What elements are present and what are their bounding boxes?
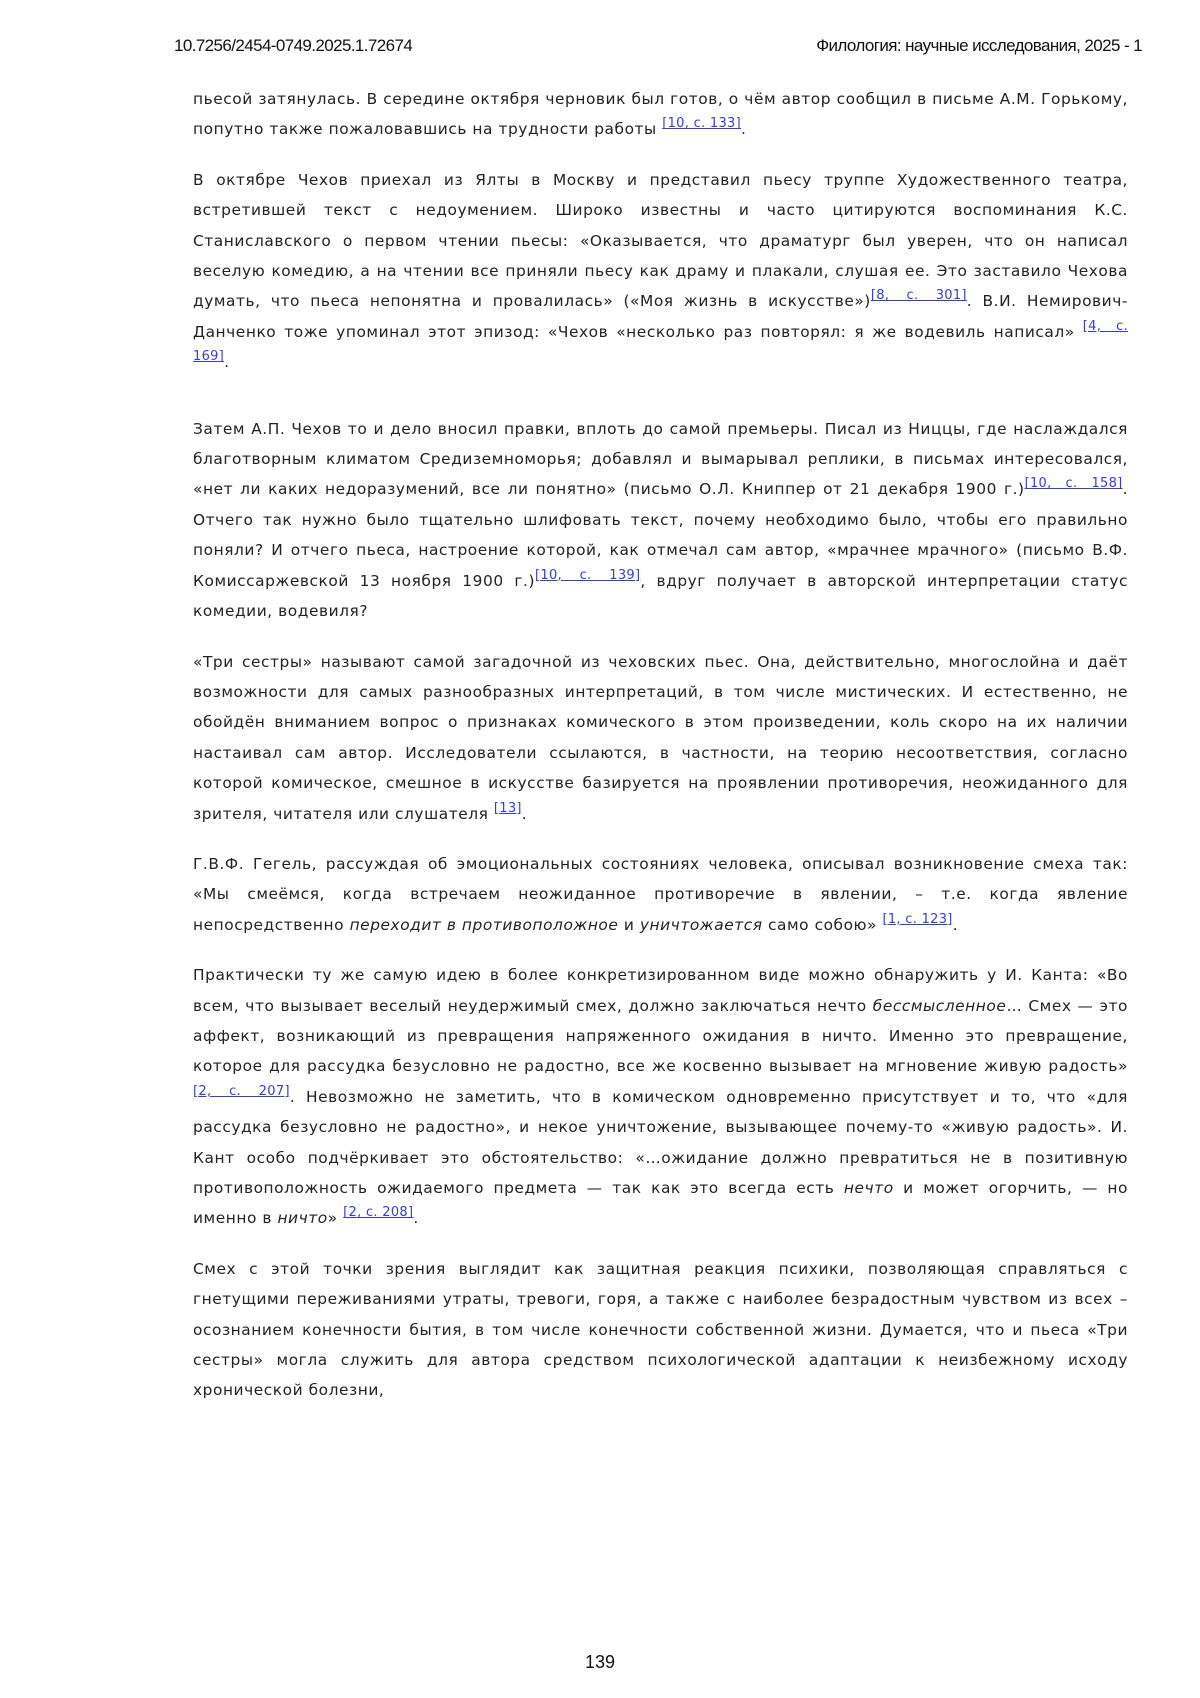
paragraph-text: . bbox=[521, 804, 528, 823]
page-number: 139 bbox=[584, 1652, 616, 1672]
doi-label: 10.7256/2454-0749.2025.1.72674 bbox=[174, 36, 413, 55]
paragraph-text: » bbox=[327, 1209, 344, 1228]
italic-phrase: бессмысленное bbox=[872, 996, 1007, 1015]
article-body bbox=[193, 84, 1128, 1426]
citation-link[interactable]: [2, с. 208] bbox=[343, 1205, 414, 1221]
paragraph-4 bbox=[193, 647, 1128, 829]
paragraph-text: В октябре Чехов приехал из Ялты в Москву и представил пьесу труппе Художественного театра, встретившей текст с недоумением. Широко известны и часто цитируются воспоминания К.С. Станиславского о первом чтении пьесы: «Оказывается, что драматург был уверен, что он написал веселую комедию, а на чтении все приняли пьесу как драму и плакали, слушая ее. Это заставило Чехова думать, что пьеса непонятна и провалилась» («Моя жизнь в искусстве») bbox=[193, 170, 1128, 311]
paragraph-text: пьесой затянулась. В середине октября черновик был готов, о чём автор сообщил в письме А.М. Горькому, попутно также пожаловавшись на трудности работы bbox=[193, 90, 1128, 139]
citation-link[interactable]: [4, с. 169] bbox=[193, 318, 1128, 365]
paragraph-text: и bbox=[618, 915, 640, 934]
citation-link[interactable]: [10, с. 139] bbox=[535, 567, 641, 583]
paragraph-text: . Отчего так нужно было тщательно шлифовать текст, почему необходимо было, чтобы его правильно поняли? И отчего пьеса, настроение которой, как отмечал сам автор, «мрачнее мрачного» (письмо В.Ф. Комиссаржевской 13 ноября 1900 г.) bbox=[193, 480, 1129, 590]
journal-title: Филология: научные исследования, 2025 - 1 bbox=[816, 36, 1142, 55]
citation-link[interactable]: [8, с. 301] bbox=[870, 288, 967, 304]
paragraph-text: . bbox=[952, 915, 959, 934]
paragraph-text: Г.В.Ф. Гегель, рассуждая об эмоциональных состояниях человека, описывал возникновение смеха так: «Мы смеёмся, когда встречаем неожиданное противоречие в явлении, – т.е. когда явление непосредственно bbox=[193, 854, 1128, 934]
page-header bbox=[174, 36, 1142, 60]
paragraph-3 bbox=[193, 414, 1128, 627]
paragraph-text: Смех с этой точки зрения выглядит как защитная реакция психики, позволяющая справляться с гнетущими переживаниями утраты, тревоги, горя, а также с наиболее безрадостным чувством из всех – осознанием конечности бытия, в том числе конечности собственной жизни. Думается, что и пьеса «Три сестры» могла служить для автора средством психологической адаптации к неизбежному исходу хронической болезни, bbox=[193, 1259, 1128, 1400]
paragraph-text: Затем А.П. Чехов то и дело вносил правки, вплоть до самой премьеры. Писал из Ниццы, где наслаждался благотворным климатом Средиземноморья; добавлял и вымарывал реплики, в письмах интересовался, «нет ли каких недоразумений, все ли понятно» (письмо О.Л. Книппер от 21 декабря 1900 г.) bbox=[193, 419, 1128, 499]
paragraph-text: само собою» bbox=[762, 915, 883, 934]
paragraph-text: . Невозможно не заметить, что в комическом одновременно присутствует и то, что «для рассудка безусловно не радостно», и некое уничтожение, вызывающее почему-то «живую радость». И. Кант особо подчёркивает это обстоятельство: «…ожидание должно превратиться не в позитивную противоположность ожидаемого предмета — так как это всегда есть bbox=[193, 1087, 1128, 1197]
paragraph-text: , вдруг получает в авторской интерпретации статус комедии, водевиля? bbox=[193, 571, 1129, 621]
paragraph-text: … Смех — это аффект, возникающий из превращения напряженного ожидания в ничто. Именно это превращение, которое для рассудка безусловно не радостно, все же косвенно вызывает на мгновение живую радость» bbox=[193, 996, 1128, 1076]
citation-link[interactable]: [13] bbox=[493, 800, 522, 816]
paragraph-text: Практически ту же самую идею в более конкретизированном виде можно обнаружить у И. Канта: «Во всем, что вызывает веселый неудержимый смех, должно заключаться нечто bbox=[193, 966, 1128, 1015]
paragraph-7 bbox=[193, 1254, 1128, 1406]
italic-phrase: ничто bbox=[277, 1209, 328, 1228]
paragraph-5 bbox=[193, 849, 1128, 940]
paragraph-2 bbox=[193, 165, 1128, 378]
citation-link[interactable]: [10, с. 158] bbox=[1024, 476, 1123, 492]
italic-phrase: переходит в противоположное bbox=[349, 915, 619, 934]
paragraph-6 bbox=[193, 960, 1128, 1234]
paragraph-text: . bbox=[741, 120, 747, 139]
paragraph-text: . bbox=[413, 1209, 419, 1228]
paragraph-text: «Три сестры» называют самой загадочной из чеховских пьес. Она, действительно, многослойна и даёт возможности для самых разнообразных интерпретаций, в том числе мистических. И естественно, не обойдён вниманием вопрос о признаках комического в этом произведении, коль скоро на их наличии настаивал сам автор. Исследователи ссылаются, в частности, на теорию несоответствия, согласно которой комическое, смешное в искусстве базируется на проявлении противоречия, неожиданного для зрителя, читателя или слушателя bbox=[193, 652, 1128, 823]
paragraph-text: . В.И. Немирович-Данченко тоже упоминал этот эпизод: «Чехов «несколько раз повторял: я же водевиль написал» bbox=[193, 292, 1128, 341]
citation-link[interactable]: [10, с. 133] bbox=[662, 116, 741, 132]
paragraph-1 bbox=[193, 84, 1128, 145]
paragraph-text: и может огорчить, — но именно в bbox=[193, 1179, 1128, 1228]
italic-phrase: нечто bbox=[843, 1179, 894, 1197]
citation-link[interactable]: [2, с. 207] bbox=[193, 1083, 290, 1099]
citation-link[interactable]: [1, с. 123] bbox=[882, 911, 953, 927]
italic-phrase: уничтожается bbox=[639, 915, 763, 934]
paragraph-text: . bbox=[224, 353, 230, 372]
